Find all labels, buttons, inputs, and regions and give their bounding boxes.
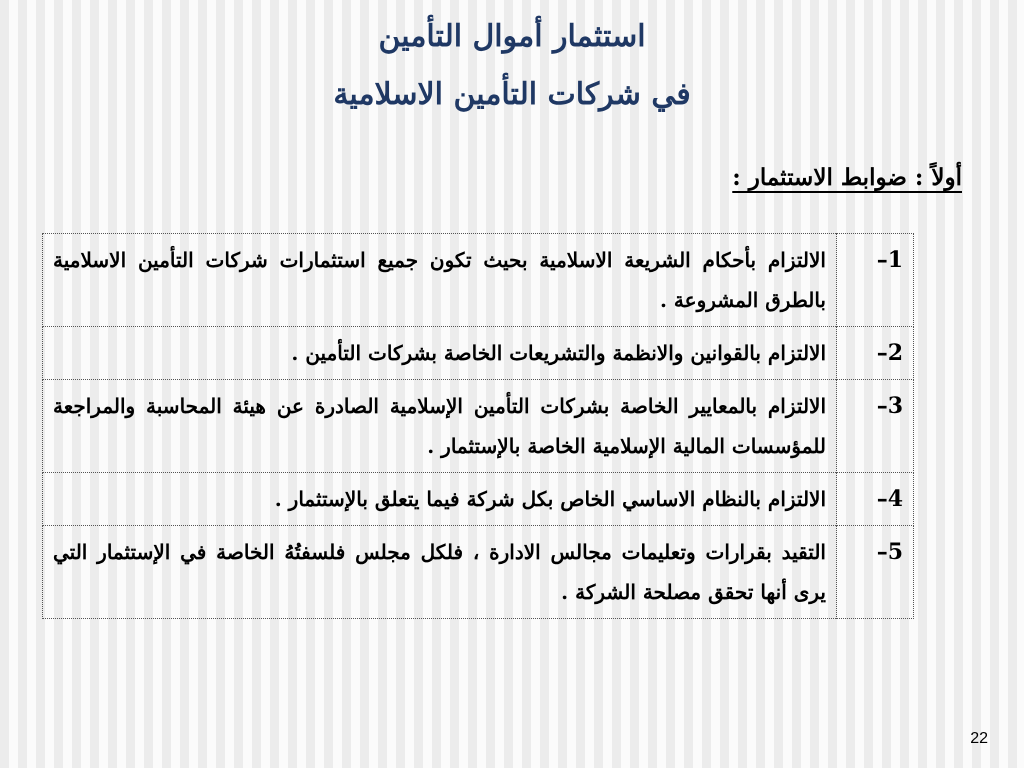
rule-number: 4– [837,473,914,526]
table-row [43,526,914,619]
table-row [43,327,914,380]
rule-text: الالتزام بالمعايير الخاصة بشركات التأمين الإسلامية الصادرة عن هيئة المحاسبة والمراجعة للمؤسسات المالية الإسلامية الخاصة بالإستثمار . [43,380,837,473]
rule-text: الالتزام بأحكام الشريعة الاسلامية بحيث تكون جميع استثمارات شركات التأمين الاسلامية بالطرق المشروعة . [43,234,837,327]
rule-number: 3– [837,380,914,473]
section-heading: أولاً : ضوابط الاستثمار : [732,164,962,191]
rule-number: 5– [837,526,914,619]
rule-number: 1– [837,234,914,327]
rule-number: 2– [837,327,914,380]
slide-title [0,8,1024,124]
page-number: 22 [970,730,988,747]
title-line-2: في شركات التأمين الاسلامية [333,77,691,112]
rules-table [42,233,914,619]
table-row [43,380,914,473]
title-line-1: استثمار أموال التأمين [378,19,646,54]
table-row [43,234,914,327]
rule-text: التقيد بقرارات وتعليمات مجالس الادارة ، فلكل مجلس فلسفتُهُ الخاصة في الإستثمار التي يرى أنها تحقق مصلحة الشركة . [43,526,837,619]
rule-text: الالتزام بالنظام الاساسي الخاص بكل شركة فيما يتعلق بالإستثمار . [43,473,837,526]
rule-text: الالتزام بالقوانين والانظمة والتشريعات الخاصة بشركات التأمين . [43,327,837,380]
table-row [43,473,914,526]
